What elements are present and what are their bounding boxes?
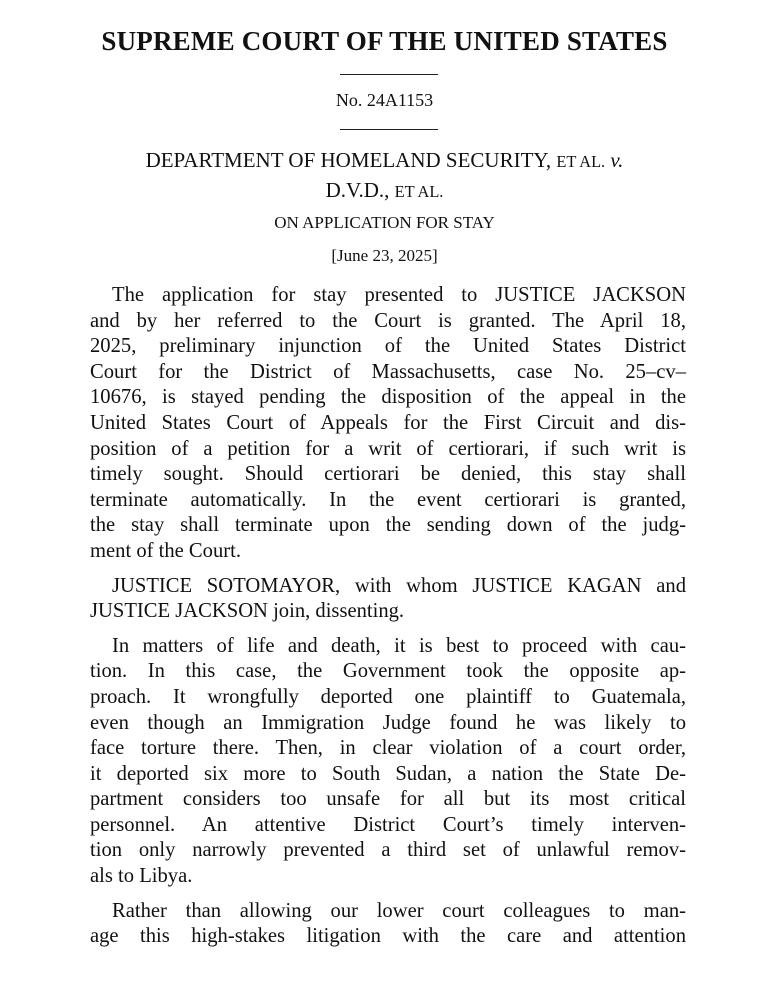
text-line: United States Court of Appeals for the First Circuit and dis- xyxy=(90,411,686,434)
text-line: In matters of life and death, it is best to proceed with cau- xyxy=(112,634,686,657)
party-petitioner: DEPARTMENT OF HOMELAND SECURITY, xyxy=(145,148,552,172)
decision-date: [June 23, 2025] xyxy=(331,246,438,265)
versus: v. xyxy=(610,148,624,172)
text-line: 10676, is stayed pending the disposition of the appeal in the xyxy=(90,386,686,409)
text-line: partment considers too unsafe for all but its most critical xyxy=(90,788,686,811)
text-line: Rather than allowing our lower court colleagues to man- xyxy=(112,899,686,922)
text-line: JUSTICE JACKSON join, dissenting. xyxy=(90,600,405,623)
text-line: 2025, preliminary injunction of the United States District xyxy=(90,335,686,358)
court-title: SUPREME COURT OF THE UNITED STATES xyxy=(101,26,668,56)
party-respondent: D.V.D., xyxy=(325,178,390,202)
text-line: face torture there. Then, in clear violation of a court order, xyxy=(90,737,686,760)
text-line: als to Libya. xyxy=(90,865,193,888)
docket-number: No. 24A1153 xyxy=(335,90,434,110)
et-al-petitioner: ET AL. xyxy=(556,152,606,171)
dissent-heading xyxy=(90,574,686,625)
opinion-body xyxy=(90,283,686,950)
dissent-paragraph-2 xyxy=(90,899,686,950)
text-line: position of a petition for a writ of certiorari, if such writ is xyxy=(90,437,686,460)
proceeding-type: ON APPLICATION FOR STAY xyxy=(274,213,495,232)
et-al-respondent: ET AL. xyxy=(394,182,444,201)
text-line: Court for the District of Massachusetts, case No. 25–cv– xyxy=(90,360,686,383)
text-line: it deported six more to South Sudan, a nation the State De- xyxy=(90,762,686,785)
order-paragraph xyxy=(90,283,686,565)
caption-line-2 xyxy=(0,176,769,206)
text-line: age this high-stakes litigation with the care and attention xyxy=(90,925,686,948)
case-caption xyxy=(0,146,769,206)
divider-bottom xyxy=(340,129,438,130)
caption-line-1 xyxy=(0,146,769,176)
text-line: JUSTICE SOTOMAYOR, with whom JUSTICE KAGAN and xyxy=(112,574,686,597)
text-line: The application for stay presented to JUSTICE JACKSON xyxy=(112,284,686,306)
text-line: the stay shall terminate upon the sending down of the judg- xyxy=(90,514,686,537)
divider-top xyxy=(340,74,438,75)
text-line: timely sought. Should certiorari be denied, this stay shall xyxy=(90,463,686,486)
text-line: tion. In this case, the Government took the opposite ap- xyxy=(90,660,686,683)
text-line: even though an Immigration Judge found he was likely to xyxy=(90,711,686,734)
text-line: proach. It wrongfully deported one plaintiff to Guatemala, xyxy=(90,685,686,708)
text-line: tion only narrowly prevented a third set of unlawful remov- xyxy=(90,839,686,862)
text-line: ment of the Court. xyxy=(90,539,241,562)
text-line: personnel. An attentive District Court’s timely interven- xyxy=(90,813,686,836)
text-line: terminate automatically. In the event certiorari is granted, xyxy=(90,488,686,511)
dissent-paragraph-1 xyxy=(90,634,686,890)
text-line: and by her referred to the Court is granted. The April 18, xyxy=(90,309,686,332)
